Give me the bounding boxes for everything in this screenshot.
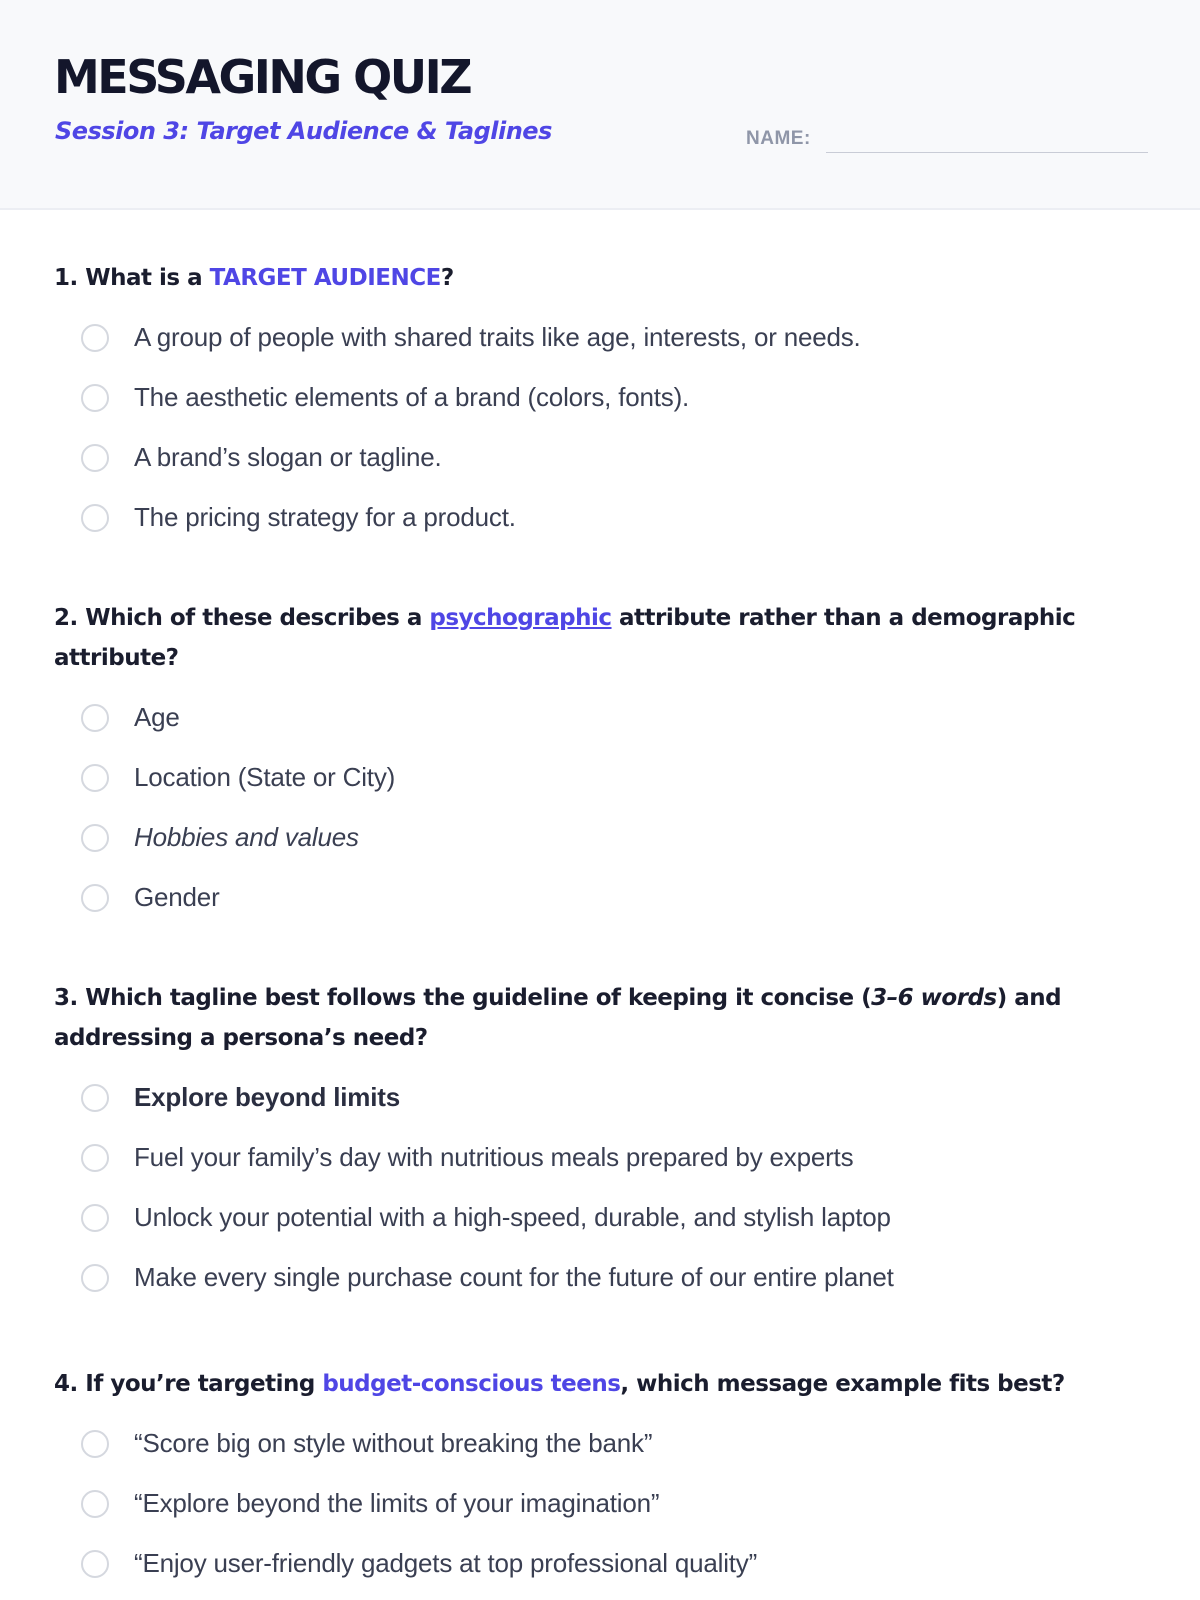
answer-option[interactable] xyxy=(54,1190,1154,1250)
question-4 xyxy=(54,1364,1154,1596)
radio-button[interactable] xyxy=(81,384,109,412)
radio-button[interactable] xyxy=(81,824,109,852)
radio-button[interactable] xyxy=(81,1490,109,1518)
radio-button[interactable] xyxy=(81,1264,109,1292)
radio-button[interactable] xyxy=(81,444,109,472)
answer-option[interactable] xyxy=(54,1476,1154,1536)
answer-option[interactable] xyxy=(54,1416,1154,1476)
psychographic-link[interactable]: psychographic xyxy=(429,605,612,631)
option-label: Explore beyond limits xyxy=(134,1082,400,1112)
option-label: The aesthetic elements of a brand (colors, fonts). xyxy=(134,382,690,412)
radio-button[interactable] xyxy=(81,1144,109,1172)
answer-option[interactable] xyxy=(54,1250,1154,1310)
radio-button[interactable] xyxy=(81,324,109,352)
option-label: A group of people with shared traits like age, interests, or needs. xyxy=(134,322,861,352)
option-label: “Score big on style without breaking the bank” xyxy=(134,1428,653,1458)
answer-option[interactable] xyxy=(54,490,1154,550)
answer-option[interactable] xyxy=(54,1536,1154,1596)
question-text: 1. What is a TARGET AUDIENCE? xyxy=(54,265,454,291)
option-label: Age xyxy=(134,702,180,732)
answer-option[interactable] xyxy=(54,810,1154,870)
option-label: Unlock your potential with a high-speed, durable, and stylish laptop xyxy=(134,1202,891,1232)
question-text: 2. Which of these describes a psychographic attribute rather than a demographic attribute? xyxy=(54,605,1076,671)
question-highlight: budget-conscious teens xyxy=(322,1371,621,1397)
option-label: A brand’s slogan or tagline. xyxy=(134,442,442,472)
radio-button[interactable] xyxy=(81,704,109,732)
option-label: Gender xyxy=(134,882,220,912)
answer-option[interactable] xyxy=(54,750,1154,810)
option-label: Location (State or City) xyxy=(134,762,396,792)
radio-button[interactable] xyxy=(81,1084,109,1112)
question-1 xyxy=(54,258,1154,550)
question-emphasis: 3–6 words xyxy=(871,985,997,1011)
question-2 xyxy=(54,598,1154,930)
question-text: 4. If you’re targeting budget-conscious teens, which message example fits best? xyxy=(54,1371,1065,1397)
option-label: Hobbies and values xyxy=(134,822,359,852)
question-text: 3. Which tagline best follows the guideline of keeping it concise (3–6 words) and addressing a persona’s need? xyxy=(54,985,1062,1051)
radio-button[interactable] xyxy=(81,504,109,532)
answer-option[interactable] xyxy=(54,870,1154,930)
option-label: Make every single purchase count for the future of our entire planet xyxy=(134,1262,894,1292)
answer-option[interactable] xyxy=(54,690,1154,750)
option-label: “Enjoy user-friendly gadgets at top professional quality” xyxy=(134,1548,758,1578)
answer-option[interactable] xyxy=(54,370,1154,430)
name-label: NAME: xyxy=(746,128,811,149)
radio-button[interactable] xyxy=(81,1204,109,1232)
radio-button[interactable] xyxy=(81,764,109,792)
page-title: MESSAGING QUIZ xyxy=(54,50,471,104)
answer-option[interactable] xyxy=(54,310,1154,370)
answer-option[interactable] xyxy=(54,430,1154,490)
radio-button[interactable] xyxy=(81,1550,109,1578)
option-label: Fuel your family’s day with nutritious meals prepared by experts xyxy=(134,1142,854,1172)
radio-button[interactable] xyxy=(81,884,109,912)
quiz-header xyxy=(0,0,1200,210)
name-field[interactable] xyxy=(826,152,1148,153)
option-label: The pricing strategy for a product. xyxy=(134,502,516,532)
answer-option[interactable] xyxy=(54,1130,1154,1190)
question-3 xyxy=(54,978,1154,1310)
radio-button[interactable] xyxy=(81,1430,109,1458)
question-highlight: TARGET AUDIENCE xyxy=(209,265,441,291)
answer-option[interactable] xyxy=(54,1070,1154,1130)
option-label: “Explore beyond the limits of your imagination” xyxy=(134,1488,660,1518)
page-subtitle: Session 3: Target Audience & Taglines xyxy=(55,117,552,145)
